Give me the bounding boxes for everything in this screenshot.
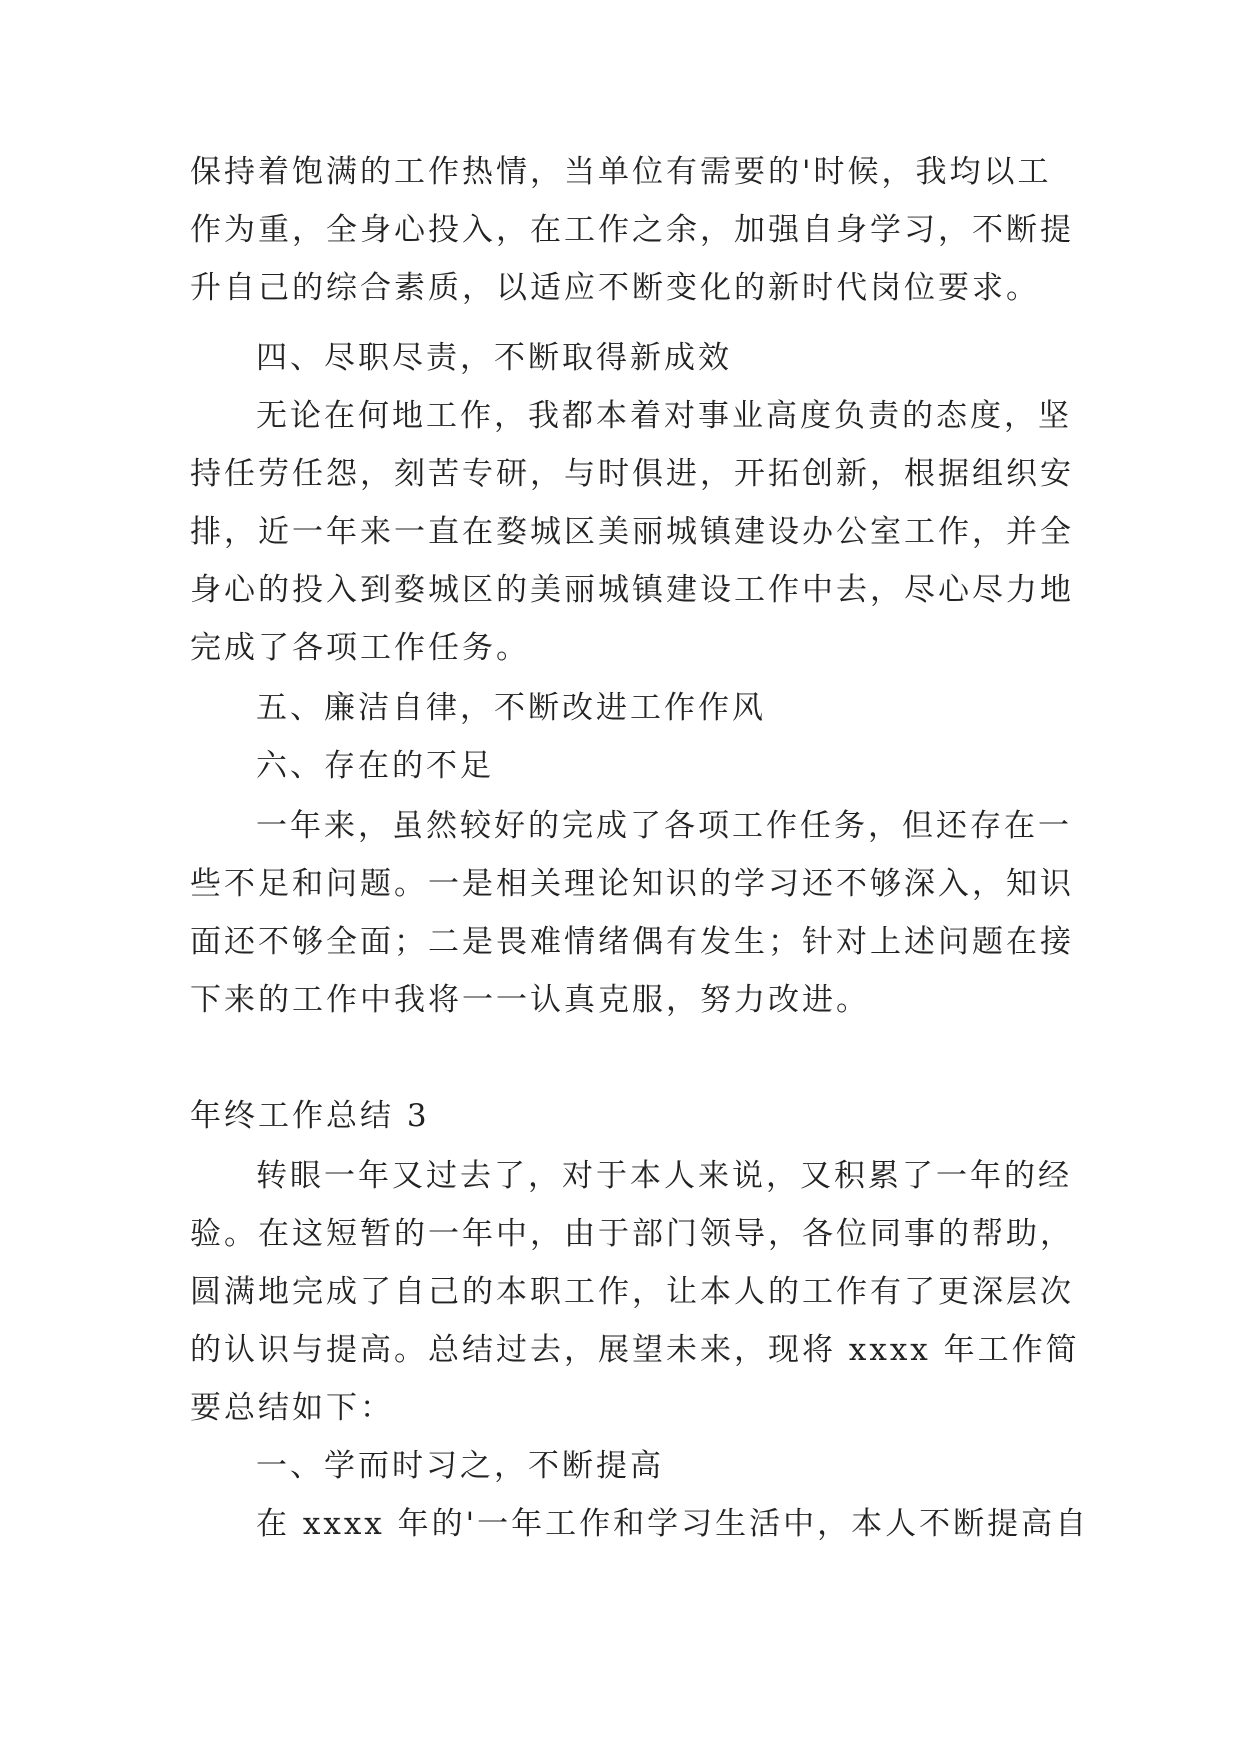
text-line: 些不足和问题。一是相关理论知识的学习还不够深入，知识 [190, 866, 1074, 902]
text-line: 身心的投入到婺城区的美丽城镇建设工作中去，尽心尽力地 [190, 572, 1074, 608]
text-line: 升自己的综合素质，以适应不断变化的新时代岗位要求。 [190, 270, 1040, 306]
text-line: 转眼一年又过去了，对于本人来说，又积累了一年的经 [256, 1158, 1072, 1194]
text-line: 的认识与提高。总结过去，展望未来，现将 xxxx 年工作简 [190, 1332, 1080, 1368]
section-heading: 一、学而时习之，不断提高 [256, 1448, 664, 1484]
document-title: 年终工作总结 3 [190, 1098, 430, 1134]
section-heading: 四、尽职尽责，不断取得新成效 [256, 340, 732, 376]
section-heading: 五、廉洁自律，不断改进工作作风 [256, 690, 766, 726]
section-heading: 六、存在的不足 [256, 748, 494, 784]
text-line: 保持着饱满的工作热情，当单位有需要的'时候，我均以工 [190, 154, 1052, 190]
text-line: 无论在何地工作，我都本着对事业高度负责的态度，坚 [256, 398, 1072, 434]
text-line: 要总结如下： [190, 1390, 394, 1426]
text-line: 排，近一年来一直在婺城区美丽城镇建设办公室工作，并全 [190, 514, 1074, 550]
text-line: 一年来，虽然较好的完成了各项工作任务，但还存在一 [256, 808, 1072, 844]
text-line: 圆满地完成了自己的本职工作，让本人的工作有了更深层次 [190, 1274, 1074, 1310]
text-line: 下来的工作中我将一一认真克服，努力改进。 [190, 982, 870, 1018]
text-line: 完成了各项工作任务。 [190, 630, 530, 666]
text-line: 作为重，全身心投入，在工作之余，加强自身学习，不断提 [190, 212, 1074, 248]
text-line: 验。在这短暂的一年中，由于部门领导，各位同事的帮助， [190, 1216, 1074, 1252]
text-line: 面还不够全面；二是畏难情绪偶有发生；针对上述问题在接 [190, 924, 1074, 960]
text-line: 持任劳任怨，刻苦专研，与时俱进，开拓创新，根据组织安 [190, 456, 1074, 492]
text-line: 在 xxxx 年的'一年工作和学习生活中，本人不断提高自 [256, 1506, 1090, 1542]
